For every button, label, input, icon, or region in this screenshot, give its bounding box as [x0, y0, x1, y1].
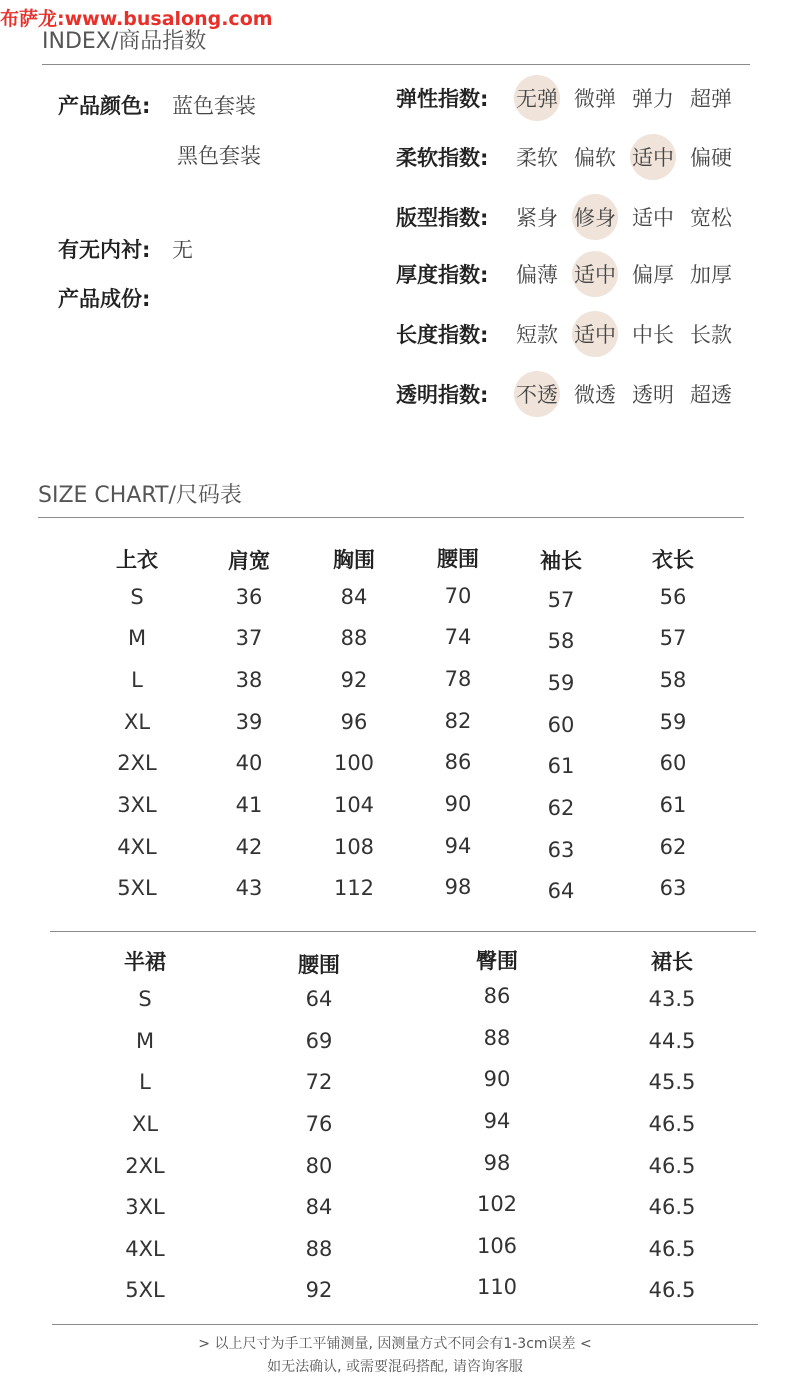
index-option: 偏硬	[690, 146, 732, 170]
table-cell: 43.5	[648, 987, 696, 1011]
table-header-cell: 胸围	[333, 548, 375, 572]
table-cell: S	[130, 585, 144, 609]
table-cell: 60	[547, 713, 575, 737]
color-value-2: 黑色套装	[177, 144, 261, 168]
color-label: 产品颜色:	[58, 94, 151, 118]
table-cell: L	[139, 1070, 151, 1094]
index-option: 适中	[632, 206, 674, 230]
table-cell: 72	[305, 1070, 333, 1094]
table-cell: 60	[659, 751, 687, 775]
table-divider	[50, 931, 756, 932]
index-option: 柔软	[516, 146, 558, 170]
table-cell: 2XL	[125, 1154, 165, 1178]
index-label: 透明指数:	[396, 383, 489, 407]
index-label: 柔软指数:	[396, 146, 489, 170]
index-option-selected: 适中	[566, 319, 624, 349]
table-cell: 61	[547, 754, 575, 778]
table-header-cell: 上衣	[116, 548, 158, 572]
table-cell: 44.5	[648, 1029, 696, 1053]
table-cell: 88	[340, 626, 368, 650]
index-option: 微弹	[574, 87, 616, 111]
index-label: 长度指数:	[396, 323, 489, 347]
index-option: 弹力	[632, 87, 674, 111]
table-header-cell: 肩宽	[228, 549, 270, 573]
table-cell: 38	[235, 668, 263, 692]
note-divider	[52, 1324, 758, 1325]
table-cell: M	[127, 626, 147, 650]
table-cell: 100	[333, 751, 375, 775]
watermark: 布萨龙:www.busalong.com	[0, 8, 273, 30]
index-option: 短款	[516, 323, 558, 347]
table-cell: 98	[483, 1151, 511, 1175]
index-label: 弹性指数:	[396, 87, 489, 111]
table-cell: 57	[547, 588, 575, 612]
table-cell: L	[131, 668, 143, 692]
table-cell: 96	[340, 710, 368, 734]
table-cell: 3XL	[125, 1195, 165, 1219]
index-divider	[42, 64, 750, 65]
index-option: 紧身	[516, 206, 558, 230]
table-cell: 61	[659, 793, 687, 817]
table-cell: M	[135, 1029, 155, 1053]
table-cell: 69	[305, 1029, 333, 1053]
table-cell: 70	[444, 584, 472, 608]
table-header-cell: 裙长	[651, 950, 693, 974]
table-cell: 36	[235, 585, 263, 609]
index-option: 偏厚	[632, 263, 674, 287]
index-option-selected: 不透	[508, 379, 566, 409]
table-header-cell: 腰围	[437, 547, 479, 571]
table-cell: 63	[547, 838, 575, 862]
table-cell: 42	[235, 835, 263, 859]
table-cell: 64	[305, 987, 333, 1011]
index-row	[396, 137, 740, 177]
index-option: 透明	[632, 383, 674, 407]
table-cell: 84	[340, 585, 368, 609]
table-cell: 88	[483, 1026, 511, 1050]
index-option: 宽松	[690, 206, 732, 230]
service-note: 如无法确认, 或需要混码搭配, 请咨询客服	[267, 1359, 523, 1375]
table-cell: 90	[483, 1067, 511, 1091]
table-cell: 3XL	[117, 793, 157, 817]
table-cell: 84	[305, 1195, 333, 1219]
index-option: 偏薄	[516, 263, 558, 287]
composition-label: 产品成份:	[58, 287, 151, 311]
table-cell: 41	[235, 793, 263, 817]
table-cell: 90	[444, 792, 472, 816]
table-cell: 4XL	[117, 835, 157, 859]
table-cell: 78	[444, 667, 472, 691]
index-option: 加厚	[690, 263, 732, 287]
size-section-title: SIZE CHART/尺码表	[38, 483, 242, 508]
table-cell: 74	[444, 625, 472, 649]
index-row	[396, 314, 740, 354]
table-cell: 58	[659, 668, 687, 692]
table-cell: 59	[659, 710, 687, 734]
table-header-cell: 臀围	[476, 949, 518, 973]
table-cell: 46.5	[648, 1154, 696, 1178]
table-cell: 46.5	[648, 1278, 696, 1302]
table-cell: 86	[444, 750, 472, 774]
color-value-1: 蓝色套装	[172, 94, 256, 118]
table-cell: 46.5	[648, 1112, 696, 1136]
table-cell: XL	[123, 710, 151, 734]
table-cell: 43	[235, 876, 263, 900]
index-option: 超弹	[690, 87, 732, 111]
table-cell: 112	[333, 876, 375, 900]
lining-value: 无	[172, 238, 193, 262]
size-divider	[38, 517, 744, 518]
index-label: 版型指数:	[396, 206, 489, 230]
table-cell: 57	[659, 626, 687, 650]
table-cell: 39	[235, 710, 263, 734]
table-cell: 92	[305, 1278, 333, 1302]
table-cell: 86	[483, 984, 511, 1008]
table-cell: 102	[476, 1192, 518, 1216]
index-label: 厚度指数:	[396, 263, 489, 287]
table-cell: 82	[444, 709, 472, 733]
table-cell: 2XL	[117, 751, 157, 775]
table-header-cell: 半裙	[124, 950, 166, 974]
table-cell: 92	[340, 668, 368, 692]
table-cell: 94	[444, 834, 472, 858]
table-cell: 63	[659, 876, 687, 900]
index-option-selected: 适中	[566, 259, 624, 289]
index-row	[396, 374, 740, 414]
index-option-selected: 适中	[624, 142, 682, 172]
table-cell: 98	[444, 875, 472, 899]
table-cell: 5XL	[117, 876, 157, 900]
table-cell: XL	[131, 1112, 159, 1136]
table-cell: 80	[305, 1154, 333, 1178]
table-cell: 62	[547, 796, 575, 820]
table-cell: 45.5	[648, 1070, 696, 1094]
table-cell: 76	[305, 1112, 333, 1136]
table-cell: 106	[476, 1234, 518, 1258]
table-cell: 46.5	[648, 1237, 696, 1261]
table-cell: 56	[659, 585, 687, 609]
table-cell: 108	[333, 835, 375, 859]
index-option: 长款	[690, 323, 732, 347]
table-cell: 64	[547, 879, 575, 903]
table-header-cell: 袖长	[540, 549, 582, 573]
table-cell: 59	[547, 671, 575, 695]
index-row	[396, 197, 740, 237]
table-header-cell: 衣长	[652, 548, 694, 572]
table-cell: 110	[476, 1275, 518, 1299]
table-cell: 46.5	[648, 1195, 696, 1219]
index-option: 超透	[690, 383, 732, 407]
table-cell: 4XL	[125, 1237, 165, 1261]
index-row	[396, 254, 740, 294]
index-row	[396, 78, 740, 118]
table-cell: 58	[547, 629, 575, 653]
table-cell: 37	[235, 626, 263, 650]
table-cell: 40	[235, 751, 263, 775]
table-cell: S	[138, 987, 152, 1011]
index-option: 微透	[574, 383, 616, 407]
table-cell: 94	[483, 1109, 511, 1133]
table-header-cell: 腰围	[298, 953, 340, 977]
lining-label: 有无内衬:	[58, 238, 151, 262]
table-cell: 88	[305, 1237, 333, 1261]
index-option: 中长	[632, 323, 674, 347]
table-cell: 5XL	[125, 1278, 165, 1302]
index-section-title: INDEX/商品指数	[42, 29, 207, 54]
index-option-selected: 修身	[566, 202, 624, 232]
index-option-selected: 无弹	[508, 83, 566, 113]
table-cell: 62	[659, 835, 687, 859]
table-cell: 104	[333, 793, 375, 817]
index-option: 偏软	[574, 146, 616, 170]
measurement-note: > 以上尺寸为手工平铺测量, 因测量方式不同会有1-3cm误差 <	[198, 1336, 592, 1352]
